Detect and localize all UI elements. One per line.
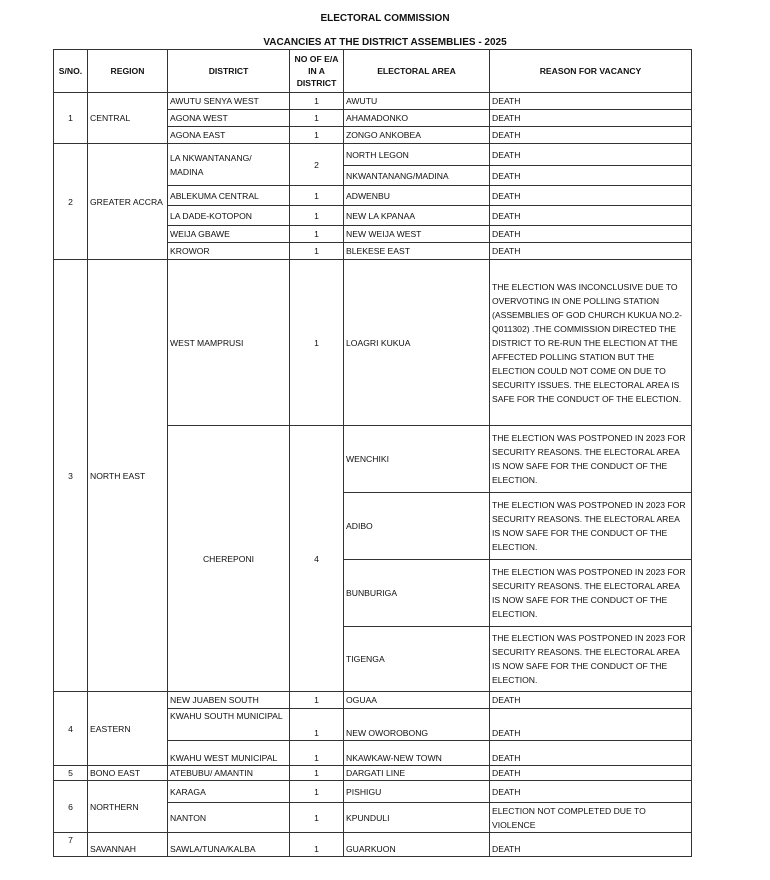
reason-cell: DEATH bbox=[490, 93, 692, 110]
reason-cell: DEATH bbox=[490, 766, 692, 781]
table-row bbox=[54, 260, 692, 426]
header-electoral-area: ELECTORAL AREA bbox=[344, 50, 490, 93]
table-row bbox=[54, 93, 692, 110]
reason-cell: THE ELECTION WAS POSTPONED IN 2023 FOR SECURITY REASONS. THE ELECTORAL AREA IS NOW SAFE FOR THE CONDUCT OF THE ELECTION. bbox=[490, 627, 692, 692]
header-sno: S/NO. bbox=[54, 50, 88, 93]
table-row bbox=[54, 833, 692, 857]
table-row bbox=[54, 144, 692, 166]
district-cell: SAWLA/TUNA/KALBA bbox=[168, 833, 290, 857]
sno-cell: 7 bbox=[54, 833, 88, 857]
count-cell: 1 bbox=[290, 110, 344, 127]
count-cell: 1 bbox=[290, 833, 344, 857]
reason-cell: DEATH bbox=[490, 186, 692, 206]
region-cell: CENTRAL bbox=[88, 93, 168, 144]
header-district: DISTRICT bbox=[168, 50, 290, 93]
district-cell: KWAHU SOUTH MUNICIPAL bbox=[168, 709, 290, 741]
count-cell: 1 bbox=[290, 93, 344, 110]
header-count: NO OF E/A IN A DISTRICT bbox=[290, 50, 344, 93]
sno-cell: 2 bbox=[54, 144, 88, 260]
reason-cell: DEATH bbox=[490, 833, 692, 857]
sno-cell: 6 bbox=[54, 781, 88, 833]
region-cell: NORTH EAST bbox=[88, 260, 168, 692]
area-cell: KPUNDULI bbox=[344, 803, 490, 833]
district-cell: ABLEKUMA CENTRAL bbox=[168, 186, 290, 206]
area-cell: BLEKESE EAST bbox=[344, 243, 490, 260]
document-subtitle: VACANCIES AT THE DISTRICT ASSEMBLIES - 2025 bbox=[263, 37, 507, 48]
reason-cell: DEATH bbox=[490, 166, 692, 186]
count-cell: 1 bbox=[290, 226, 344, 243]
reason-cell: DEATH bbox=[490, 243, 692, 260]
district-cell: LA DADE-KOTOPON bbox=[168, 206, 290, 226]
district-cell: AWUTU SENYA WEST bbox=[168, 93, 290, 110]
reason-cell: THE ELECTION WAS POSTPONED IN 2023 FOR SECURITY REASONS. THE ELECTORAL AREA IS NOW SAFE FOR THE CONDUCT OF THE ELECTION. bbox=[490, 560, 692, 627]
vacancies-table bbox=[53, 49, 692, 857]
document-title: ELECTORAL COMMISSION bbox=[320, 13, 450, 24]
area-cell: NEW LA KPANAA bbox=[344, 206, 490, 226]
reason-cell: DEATH bbox=[490, 692, 692, 709]
reason-cell: DEATH bbox=[490, 741, 692, 766]
area-cell: BUNBURIGA bbox=[344, 560, 490, 627]
count-cell: 1 bbox=[290, 243, 344, 260]
area-cell: TIGENGA bbox=[344, 627, 490, 692]
count-cell: 1 bbox=[290, 803, 344, 833]
reason-cell: DEATH bbox=[490, 206, 692, 226]
area-cell: AWUTU bbox=[344, 93, 490, 110]
district-cell: CHEREPONI bbox=[168, 426, 290, 692]
area-cell: ADIBO bbox=[344, 493, 490, 560]
area-cell: GUARKUON bbox=[344, 833, 490, 857]
count-cell: 1 bbox=[290, 206, 344, 226]
table-row bbox=[54, 692, 692, 709]
count-cell: 1 bbox=[290, 127, 344, 144]
reason-cell: DEATH bbox=[490, 709, 692, 741]
district-cell: KROWOR bbox=[168, 243, 290, 260]
reason-cell: DEATH bbox=[490, 781, 692, 803]
district-cell: NANTON bbox=[168, 803, 290, 833]
area-cell: NEW WEIJA WEST bbox=[344, 226, 490, 243]
sno-cell: 3 bbox=[54, 260, 88, 692]
area-cell: NKWANTANANG/MADINA bbox=[344, 166, 490, 186]
region-cell: SAVANNAH bbox=[88, 833, 168, 857]
count-cell: 1 bbox=[290, 766, 344, 781]
area-cell: DARGATI LINE bbox=[344, 766, 490, 781]
reason-cell: DEATH bbox=[490, 110, 692, 127]
area-cell: NORTH LEGON bbox=[344, 144, 490, 166]
table-row bbox=[54, 766, 692, 781]
region-cell: BONO EAST bbox=[88, 766, 168, 781]
area-cell: NKAWKAW-NEW TOWN bbox=[344, 741, 490, 766]
district-cell: ATEBUBU/ AMANTIN bbox=[168, 766, 290, 781]
district-cell: WEST MAMPRUSI bbox=[168, 260, 290, 426]
area-cell: PISHIGU bbox=[344, 781, 490, 803]
region-cell: EASTERN bbox=[88, 692, 168, 766]
header-reason: REASON FOR VACANCY bbox=[490, 50, 692, 93]
sno-cell: 1 bbox=[54, 93, 88, 144]
district-cell: KWAHU WEST MUNICIPAL bbox=[168, 741, 290, 766]
table-row bbox=[54, 781, 692, 803]
district-cell: LA NKWANTANANG/ MADINA bbox=[168, 144, 290, 186]
reason-cell: THE ELECTION WAS POSTPONED IN 2023 FOR SECURITY REASONS. THE ELECTORAL AREA IS NOW SAFE FOR THE CONDUCT OF THE ELECTION. bbox=[490, 493, 692, 560]
district-cell: WEIJA GBAWE bbox=[168, 226, 290, 243]
area-cell: AHAMADONKO bbox=[344, 110, 490, 127]
district-cell: AGONA WEST bbox=[168, 110, 290, 127]
area-cell: WENCHIKI bbox=[344, 426, 490, 493]
district-cell: KARAGA bbox=[168, 781, 290, 803]
district-cell: NEW JUABEN SOUTH bbox=[168, 692, 290, 709]
sno-cell: 4 bbox=[54, 692, 88, 766]
count-cell: 2 bbox=[290, 144, 344, 186]
region-cell: NORTHERN bbox=[88, 781, 168, 833]
count-cell: 1 bbox=[290, 260, 344, 426]
district-cell: AGONA EAST bbox=[168, 127, 290, 144]
count-cell: 1 bbox=[290, 692, 344, 709]
reason-cell: DEATH bbox=[490, 226, 692, 243]
count-cell: 1 bbox=[290, 781, 344, 803]
reason-cell: THE ELECTION WAS POSTPONED IN 2023 FOR SECURITY REASONS. THE ELECTORAL AREA IS NOW SAFE FOR THE CONDUCT OF THE ELECTION. bbox=[490, 426, 692, 493]
area-cell: ZONGO ANKOBEA bbox=[344, 127, 490, 144]
header-row bbox=[54, 50, 692, 93]
reason-cell: DEATH bbox=[490, 144, 692, 166]
count-cell: 1 bbox=[290, 741, 344, 766]
region-cell: GREATER ACCRA bbox=[88, 144, 168, 260]
sno-cell: 5 bbox=[54, 766, 88, 781]
reason-cell: THE ELECTION WAS INCONCLUSIVE DUE TO OVERVOTING IN ONE POLLING STATION (ASSEMBLIES OF GOD CHURCH KUKUA NO.2- Q011302) .THE COMMISSION DIRECTED THE DISTRICT TO RE-RUN THE ELECTION AT THE AFFECTED POLLING STATION BUT THE ELECTION COULD NOT COME ON DUE TO SECURITY ISSUES. THE ELECTORAL AREA IS SAFE FOR THE CONDUCT OF THE ELECTION. bbox=[490, 260, 692, 426]
count-cell: 1 bbox=[290, 186, 344, 206]
area-cell: ADWENBU bbox=[344, 186, 490, 206]
count-cell: 4 bbox=[290, 426, 344, 692]
area-cell: NEW OWOROBONG bbox=[344, 709, 490, 741]
area-cell: LOAGRI KUKUA bbox=[344, 260, 490, 426]
reason-cell: ELECTION NOT COMPLETED DUE TO VIOLENCE bbox=[490, 803, 692, 833]
header-region: REGION bbox=[88, 50, 168, 93]
reason-cell: DEATH bbox=[490, 127, 692, 144]
area-cell: OGUAA bbox=[344, 692, 490, 709]
count-cell: 1 bbox=[290, 709, 344, 741]
